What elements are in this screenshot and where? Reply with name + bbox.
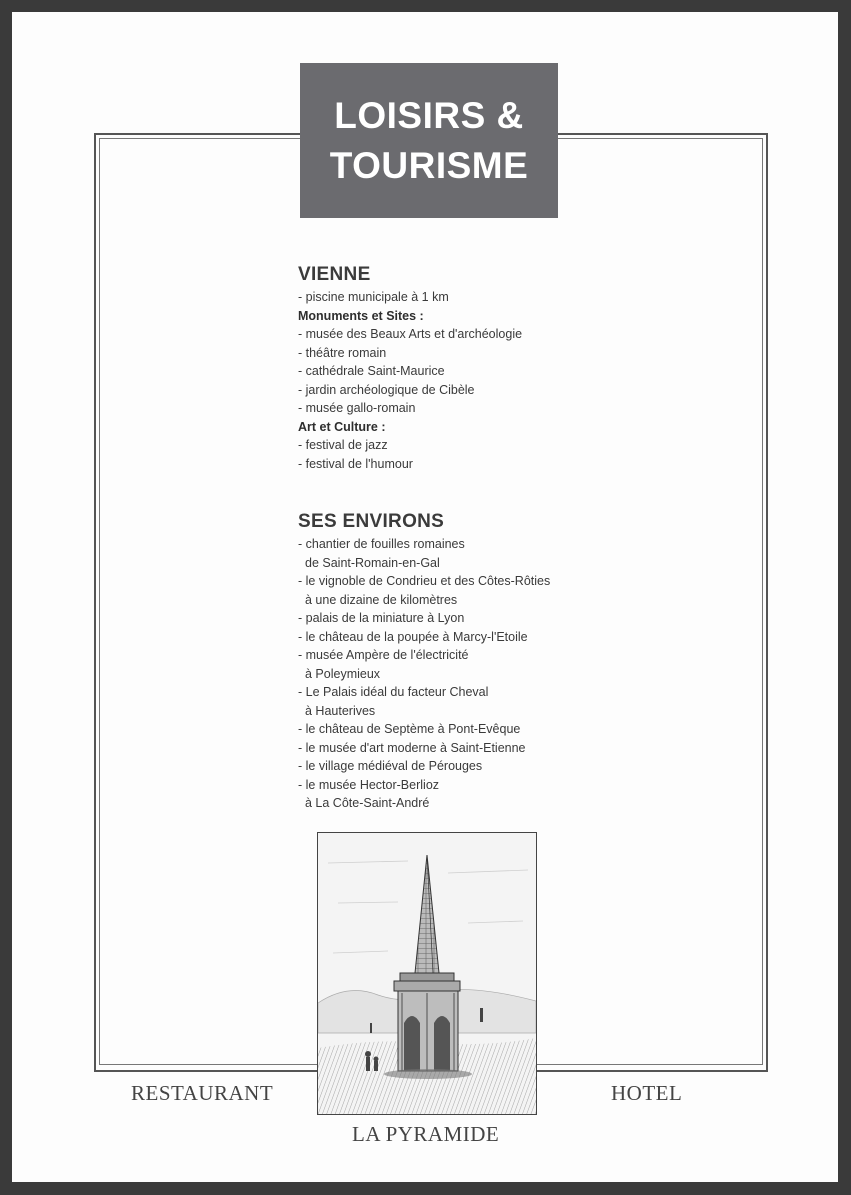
list-item: - Le Palais idéal du facteur Cheval — [298, 685, 489, 699]
list-item: à Hauterives — [305, 703, 376, 718]
document-page — [12, 12, 838, 1182]
list-item: - festival de jazz — [298, 438, 388, 452]
list-subheading: Monuments et Sites : — [298, 308, 424, 323]
list-item: - musée Ampère de l'électricité — [298, 648, 469, 662]
list-item: à Poleymieux — [305, 666, 381, 681]
footer-la-pyramide: LA PYRAMIDE — [352, 1122, 500, 1146]
list-item: - festival de l'humour — [298, 456, 413, 471]
list-item: - musée gallo-romain — [298, 401, 416, 415]
list-item: - le château de Septème à Pont-Evêque — [298, 722, 521, 736]
title-banner — [300, 63, 558, 218]
list-item: - cathédrale Saint-Maurice — [298, 364, 445, 378]
list-item: - palais de la miniature à Lyon — [298, 611, 465, 625]
section-title-environs: SES ENVIRONS — [298, 511, 445, 532]
footer-restaurant: RESTAURANT — [131, 1081, 274, 1105]
list-item: - le village médiéval de Pérouges — [298, 759, 483, 773]
content-column — [298, 262, 618, 813]
list-item: - le château de la poupée à Marcy-l'Etoile — [298, 629, 528, 644]
list-item: - théâtre romain — [298, 345, 387, 360]
list-item: à La Côte-Saint-André — [305, 796, 430, 810]
vienne-list — [298, 288, 618, 473]
list-item: - le vignoble de Condrieu et des Côtes-Rôties — [298, 574, 551, 588]
list-item: - piscine municipale à 1 km — [298, 290, 449, 304]
pyramid-monument-icon — [318, 833, 536, 1114]
list-item: - le musée d'art moderne à Saint-Etienne — [298, 740, 526, 755]
list-item: à une dizaine de kilomètres — [305, 592, 458, 607]
list-item: - jardin archéologique de Cibèle — [298, 382, 475, 397]
title-line-1: LOISIRS & — [334, 94, 524, 136]
title-line-2: TOURISME — [329, 144, 529, 186]
list-item: - le musée Hector-Berlioz — [298, 777, 440, 792]
list-subheading: Art et Culture : — [298, 419, 386, 434]
footer-hotel: HOTEL — [611, 1081, 683, 1105]
pyramid-illustration — [317, 832, 537, 1115]
section-title-vienne: VIENNE — [298, 264, 371, 285]
section-gap — [298, 473, 618, 509]
list-item: - chantier de fouilles romaines — [298, 537, 465, 551]
list-item: - musée des Beaux Arts et d'archéologie — [298, 327, 523, 341]
list-item: de Saint-Romain-en-Gal — [305, 555, 440, 570]
environs-list — [298, 535, 618, 813]
